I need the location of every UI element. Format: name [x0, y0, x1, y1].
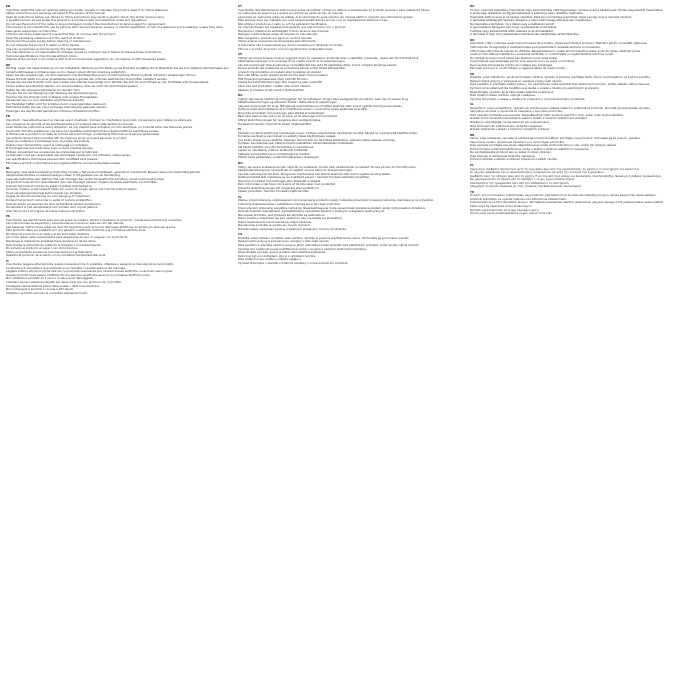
- section-heading: HR: [470, 132, 475, 137]
- paragraph-line: Izdelek odstranite v skladu z lokalnimi okoljskimi predpisi.: [470, 127, 550, 132]
- paragraph-line: Este producto debe ser instalado por una persona cualificada conforme a la normativa eléctrica local.: [6, 228, 147, 233]
- paragraph-line: Leia todas as instruções antes de utilizar. O incumprimento pode resultar em choque elétrico, incêndio e/ou ferimentos graves.: [238, 14, 414, 19]
- paragraph-line: Fontos: a termék telepítése, használata vagy karbantartása előtt figyelmesen olvassa el ezt a kézikönyvet. Őrizze meg későbbi használatra.: [470, 7, 664, 12]
- paragraph-line: Technische Daten können ohne vorherige Ankündigung geändert werden.: [6, 105, 108, 110]
- paragraph-line: Instrukcje bezpieczeństwa i ostrzeżenia znajdują się w tej części instrukcji.: [238, 201, 341, 206]
- paragraph-line: Las instrucciones de seguridad y advertencias se indican en esta sección del manual.: [6, 221, 125, 226]
- paragraph-line: Dispose of the product in accordance with local environmental regulations. Do not dispose of with household waste.: [6, 57, 166, 62]
- paragraph-line: Verwenden Sie das Produkt nicht, wenn Kabel oder Stecker beschädigt sind. Wenden Sie sich für einen Ersatz an den Hersteller oder Kundendienst.: [6, 80, 210, 85]
- language-section: [470, 164, 694, 189]
- paragraph-line: Belangrijk: lees deze handleiding zorgvuldig voordat u het product installeert, gebruikt of onderhoudt. Bewaar deze voor toekomstig gebruik.: [6, 169, 201, 174]
- paragraph-line: Produkt powinien zainstalować wykwalifikowany specjalista zgodnie z lokalnymi przepisami elektrycznymi.: [238, 209, 386, 214]
- paragraph-line: Sicherheitshinweise und Warnungen sind in diesem Abschnitt der Anleitung aufgeführt.: [6, 69, 127, 74]
- paragraph-line: Read all instructions before use. Failure to follow instructions may result in electric shock, fire and/or serious injury.: [6, 14, 165, 19]
- paragraph-line: Dette produkt skal installeres af en kvalificeret person i henhold til lokale elektriske forskrifter.: [238, 107, 369, 112]
- paragraph-line: Koppel de stroomvoorziening los vóór reiniging of onderhoud.: [6, 194, 91, 199]
- paragraph-line: Prije uporabe pročitajte sve upute. Nepridržavanje može uzrokovati strujni udar, požar i/ili ozbiljne ozljede.: [470, 143, 617, 148]
- text-column-3: [470, 4, 694, 696]
- paragraph-line: Elimine o produto de acordo com os regulamentos ambientais locais.: [238, 46, 334, 51]
- paragraph-line: Kinder sollten beaufsichtigt werden, um sicherzustellen, dass sie nicht mit dem Produkt spielen.: [6, 84, 139, 89]
- section-heading: NL: [6, 166, 11, 171]
- paragraph-line: A terméket a helyi környezetvédelmi előírásoknak megfelelően ártalmatlanítsa.: [470, 32, 580, 37]
- language-section: [238, 53, 462, 92]
- paragraph-line: Važno: prije instalacije, uporabe ili održavanja proizvoda pažljivo pročitajte ovaj priručnik. Sačuvajte ga za buduću uporabu.: [470, 136, 641, 141]
- paragraph-line: Οι οδηγίες ασφαλείας και οι προειδοποιήσεις αναφέρονται σε αυτή την ενότητα του εγχειριδίου.: [470, 170, 605, 175]
- language-section: [470, 191, 694, 216]
- paragraph-line: Dzieci powinny znajdować się pod nadzorem, aby nie bawiły się produktem.: [238, 216, 343, 221]
- paragraph-line: Turvallisuusohjeet ja varoitukset on esitetty tässä käyttöohjeen osassa.: [238, 134, 337, 139]
- paragraph-line: A terméket szakképzett személy telepítse a helyi villamossági előírásoknak megfelelően.: [470, 18, 593, 23]
- paragraph-line: Výrobek zlikvidujte v souladu s místními předpisy o ochraně životního prostředí.: [238, 260, 349, 265]
- paragraph-line: Σημαντικό: διαβάστε προσεκτικά αυτό το εγχειρίδιο πριν από την εγκατάσταση, τη χρήση ή τη συντήρηση του προϊόντος.: [470, 166, 641, 171]
- paragraph-line: Kinderen moeten onder toezicht staan om ervoor te zorgen dat ze niet met het product spelen.: [6, 187, 138, 192]
- paragraph-line: Tauchen Sie das Produkt nicht in Wasser oder andere Flüssigkeiten.: [6, 94, 99, 99]
- paragraph-line: Pred uporabo preberite vsa navodila. Neupoštevanje lahko povzroči električni udar, požar in/ali hude poškodbe.: [470, 112, 624, 117]
- section-heading: SV: [238, 52, 243, 57]
- paragraph-line: Technical specifications may change without notice.: [6, 53, 78, 58]
- paragraph-line: Trennen Sie vor der Reinigung oder Wartung die Stromversorgung.: [6, 91, 98, 96]
- section-heading: CS: [238, 232, 243, 237]
- paragraph-line: Non immergere il prodotto in acqua o altri liquidi.: [6, 287, 75, 292]
- paragraph-line: Safety instructions and warnings are listed in this section of the manual.: [6, 11, 106, 16]
- paragraph-line: Varnostna navodila in opozorila so navedena v tem delu priročnika.: [470, 109, 563, 114]
- section-heading: HU: [470, 4, 475, 8]
- paragraph-line: Utilize apenas acessórios recomendados pelo fabricante.: [238, 39, 317, 44]
- section-heading: DE: [6, 62, 11, 67]
- section-heading: IT: [6, 258, 9, 263]
- paragraph-line: Barn må holdes under tilsyn for å sikre at de ikke leker med produktet.: [238, 182, 336, 187]
- paragraph-line: Les enfants doivent être surveillés afin de s'assurer qu'ils ne jouent pas avec le produit.: [6, 135, 127, 140]
- paragraph-line: Před čištěním nebo údržbou odpojte napájení.: [238, 257, 302, 262]
- paragraph-line: Sikkerhedsanvisninger og advarsler findes i dette afsnit af vejledningen.: [238, 100, 338, 105]
- paragraph-line: Säkerhetsanvisningar och varningar finns i detta avsnitt av bruksanvisningen.: [238, 59, 346, 64]
- section-heading: PL: [238, 194, 242, 199]
- paragraph-line: N'utilisez pas le produit si le câble ou la fiche est endommagé. Contactez le fabricant ou le service après-vente.: [6, 132, 160, 137]
- paragraph-line: Przed użyciem przeczytaj wszystkie instrukcje. Nieprzestrzeganie może spowodować porażenie prądem, pożar i/lub poważne obrażenia.: [238, 205, 426, 210]
- paragraph-line: Bortskaf produktet i henhold til lokale miljøforskrifter.: [238, 121, 312, 126]
- paragraph-line: Mantenga el material de embalaje fuera del alcance de los niños.: [6, 239, 97, 243]
- language-section: [470, 134, 694, 162]
- paragraph-line: Houd verpakkingsmateriaal buiten bereik van kinderen.: [6, 190, 83, 195]
- paragraph-line: Sigurnosne upute i upozorenja navedeni su u ovom dijelu priručnika.: [470, 139, 565, 144]
- section-heading: FR: [6, 114, 10, 119]
- paragraph-line: Kullanmadan önce tüm talimatları okuyun. Talimatlara uyulmaması elektrik çarpmasına, yangına ve/veya ciddi yaralanmalara neden olabilir.: [470, 200, 664, 205]
- paragraph-line: Kablo veya fiş hasarlıysa ürünü kullanmayın.: [470, 203, 532, 208]
- paragraph-line: Koppla bort strömförsörjningen före rengöring eller underhåll.: [238, 80, 323, 85]
- paragraph-line: Verwenden Sie nur vom Hersteller empfohlenes Zubehör.: [6, 98, 85, 103]
- paragraph-line: Instrucțiunile de siguranță și avertismentele sunt prezentate în această secțiune a manualului.: [470, 45, 601, 50]
- paragraph-line: Børn skal være under opsyn for at sikre, at de ikke leger med produktet.: [238, 114, 338, 119]
- paragraph-line: Izdelek mora namestiti usposobljena oseba v skladu z lokalnimi električnimi predpisi.: [470, 116, 588, 121]
- paragraph-line: De fabrikant is niet aansprakelijk voor schade door onjuist gebruik.: [6, 205, 99, 210]
- paragraph-line: A qualified person should install this product in accordance with local electrical codes and regulations.: [6, 18, 148, 23]
- language-section: [6, 167, 230, 213]
- paragraph-line: Vigtigt: læs denne vejledning omhyggeligt, før du installerer, bruger eller vedligeholder produktet. Gem den til senere brug.: [238, 96, 409, 101]
- paragraph-line: Nepoužívejte výrobek, pokud je kabel nebo zástrčka poškozená.: [238, 250, 327, 255]
- section-heading: DA: [238, 93, 243, 98]
- language-section: [470, 73, 694, 101]
- paragraph-line: O fabricante não é responsável por danos causados por utilização incorreta.: [238, 43, 343, 48]
- language-section: [470, 39, 694, 71]
- paragraph-line: Important: citiți cu atenție acest manual înainte de a instala, utiliza sau întreține produsul. Păstrați-l pentru consultări ulterioare.: [470, 41, 648, 46]
- paragraph-line: Los niños deben estar supervisados para asegurarse de que no jueguen con el producto.: [6, 235, 129, 240]
- paragraph-line: Hävitä tuote paikallisten ympäristömääräysten mukaisesti.: [238, 155, 320, 160]
- paragraph-line: Läs alla anvisningar före användning. Underlåtenhet kan leda till elektriska stötar, brand och/eller allvarliga skador.: [238, 62, 398, 67]
- paragraph-line: Viktig: les denne bruksanvisningen nøye før du installerer, bruker eller vedlikeholder produktet. Ta vare på den for fremtidig bruk.: [238, 164, 417, 169]
- paragraph-line: Entsorgen Sie das Produkt gemäß den örtlichen Umweltvorschriften.: [6, 108, 101, 113]
- language-section: [238, 162, 462, 194]
- paragraph-line: Tuotteen saa asentaa vain pätevä henkilö paikallisten sähkömääräysten mukaisesti.: [238, 141, 354, 146]
- paragraph-line: Viktigt: läs denna bruksanvisning noggrant innan du installerar, använder eller underhåller produkten. Spara den för framtida bruk.: [238, 55, 420, 60]
- paragraph-line: Διαβάστε όλες τις οδηγίες πριν από τη χρήση. Η μη τήρησή τους μπορεί να προκαλέσει ηλεκτροπληξία, πυρκαγιά ή σοβαρό τραυματισμό.: [470, 173, 662, 178]
- paragraph-line: Important : lisez attentivement ce manuel avant d'installer, d'utiliser ou d'entretenir le produit. Conservez-le pour référence ultérieure.: [6, 117, 193, 122]
- language-section: [6, 5, 230, 62]
- paragraph-line: Před použitím si přečtěte všechny pokyny. Jejich nedodržení může způsobit úraz elektrickým proudem, požár a/nebo vážné zranění.: [238, 243, 420, 247]
- section-heading: EL: [470, 162, 474, 167]
- paragraph-line: Læs alle anvisninger før brug. Manglende overholdelse kan medføre elektrisk stød, brand og/eller alvorlig personskade.: [238, 103, 403, 108]
- paragraph-line: Güvenlik talimatları ve uyarılar kılavuzun bu bölümünde listelenmiştir.: [470, 196, 567, 201]
- paragraph-line: Der Hersteller haftet nicht für Schäden durch unsachgemäßen Gebrauch.: [6, 101, 108, 106]
- paragraph-line: Koble fra strømforsyningen før rengjøring eller vedlikehold.: [238, 185, 320, 190]
- language-section: [238, 128, 462, 160]
- paragraph-line: Temizlik veya bakımdan önce güç kaynağını ayırın.: [470, 207, 540, 212]
- paragraph-line: Výrobek smí instalovat pouze kvalifikovaná osoba v souladu s místními elektrickými předpisy.: [238, 246, 367, 251]
- paragraph-line: Copiii trebuie supravegheați pentru a se asigura că nu se joacă cu produsul.: [470, 59, 575, 64]
- text-column-2: [238, 4, 462, 696]
- paragraph-line: Prije čišćenja ili održavanja isključite napajanje.: [470, 153, 536, 158]
- paragraph-line: Pred čistením alebo údržbou odpojte napájanie.: [470, 93, 536, 98]
- paragraph-line: Veiligheidsinstructies en waarschuwingen staan in dit gedeelte van de handleiding.: [6, 173, 121, 178]
- language-section: [238, 196, 462, 231]
- paragraph-line: Éliminez le produit conformément aux réglementations environnementales locales.: [6, 160, 121, 165]
- paragraph-line: Le fabricant n'est pas responsable des dommages causés par une utilisation inappropriée.: [6, 153, 131, 158]
- paragraph-line: Ne upotrebljavajte proizvod ako su kabel ili utikač oštećeni.: [470, 150, 552, 155]
- paragraph-line: Não utilize o produto se o cabo ou a ficha estiverem danificados.: [238, 21, 328, 26]
- section-heading: SK: [470, 71, 475, 76]
- paragraph-line: Utilisez uniquement les accessoires recommandés par le fabricant.: [6, 149, 99, 154]
- paragraph-line: Önemli: ürünü kurmadan, kullanmadan veya bakımını yapmadan önce bu kılavuzu dikkatlice okuyun. İleride başvurmak üzere saklayın.: [470, 193, 657, 198]
- paragraph-line: Deconectați alimentarea înainte de curățare sau întreținere.: [470, 62, 553, 67]
- paragraph-line: Halten Sie das Verpackungsmaterial von Kindern fern.: [6, 87, 81, 92]
- paragraph-line: N'immergez pas le produit dans l'eau ou dans d'autres liquides.: [6, 146, 94, 151]
- language-section: [470, 5, 694, 37]
- paragraph-line: Ne használja a terméket, ha a kábel vagy a csatlakozó sérült.: [470, 21, 555, 26]
- section-heading: PT: [238, 4, 242, 8]
- paragraph-line: Dit product moet worden geïnstalleerd door een bevoegd persoon volgens de lokale elektrische voorschriften.: [6, 180, 158, 185]
- paragraph-line: Ürünü yerel çevre yönetmeliklerine uygun olarak imha edin.: [470, 211, 553, 216]
- paragraph-line: Wichtig: Lesen Sie diese Anleitung vor der Installation, Bedienung oder Wartung des Produkts sorgfältig durch. Bewahren Sie sie zum späteren Nachschlagen auf.: [6, 66, 229, 71]
- paragraph-line: The manufacturer is not responsible for damage caused by improper use or failure to observe these instructions.: [6, 50, 162, 55]
- paragraph-line: Pred použitím si prečítajte všetky pokyny. Ich nedodržanie môže spôsobiť úraz elektrickým prúdom, požiar a/alebo vážne zranenie.: [470, 82, 651, 87]
- paragraph-line: Dompel het product niet onder in water of andere vloeistoffen.: [6, 197, 93, 202]
- paragraph-line: Lesen Sie alle Anweisungen vor dem Gebrauch. Die Nichtbeachtung kann zu Stromschlag, Brand und/oder schweren Verletzungen führen.: [6, 73, 197, 78]
- paragraph-line: Acest produs trebuie instalat de o persoană calificată, în conformitate cu reglementările electrice locale.: [470, 52, 614, 57]
- paragraph-line: Use only accessories recommended by the manufacturer.: [6, 46, 86, 51]
- paragraph-line: Ce produit doit être installé par une personne qualifiée conformément aux réglementations électriques locales.: [6, 128, 160, 133]
- paragraph-line: Gebruik het product niet als de kabel of stekker beschadigd is.: [6, 183, 93, 188]
- paragraph-line: Importante: lea atentamente este manual antes de instalar, utilizar o mantener el producto. Consérvelo para futuras consultas.: [6, 217, 183, 222]
- language-section: [6, 215, 230, 258]
- text-column-1: [6, 4, 230, 696]
- paragraph-line: Eliminați produsul în conformitate cu reglementările de mediu locale.: [470, 66, 566, 71]
- paragraph-line: Proizvod zbrinite u skladu s lokalnim propisima o zaštiti okoliša.: [470, 157, 558, 162]
- paragraph-line: Lea todas las instrucciones antes de usar. No seguirlas puede provocar descargas eléctricas, incendios y/o lesiones graves.: [6, 224, 177, 229]
- paragraph-line: Produkt należy utylizować zgodnie z lokalnymi przepisami ochrony środowiska.: [238, 226, 347, 231]
- paragraph-line: Przed czyszczeniem lub konserwacją odłącz zasilanie.: [238, 219, 312, 224]
- paragraph-line: Scollegare l'alimentazione prima della pulizia o della manutenzione.: [6, 283, 100, 288]
- paragraph-line: Lisez toutes les instructions avant utilisation. Le non-respect peut entraîner un choc électrique, un incendie et/ou des blessures graves.: [6, 125, 193, 130]
- language-section: [470, 103, 694, 131]
- paragraph-line: Mantenha o material de embalagem fora do alcance das crianças.: [238, 28, 330, 33]
- paragraph-line: Importante: leia atentamente este manual antes de instalar, utilizar ou efetuar a manutenção do produto. Guarde-o para referência futura.: [238, 7, 431, 12]
- paragraph-line: Nie używaj produktu, jeśli przewód lub wtyczka są uszkodzone.: [238, 212, 325, 217]
- paragraph-line: Tenez les matériaux d'emballage hors de portée des enfants.: [6, 139, 91, 144]
- language-section: [6, 115, 230, 165]
- section-heading: RO: [470, 37, 475, 42]
- paragraph-line: As instruções de segurança e avisos encontram-se nesta secção do manual.: [238, 11, 344, 16]
- paragraph-line: Importante: leggere attentamente questo manuale prima di installare, utilizzare o eseguire la manutenzione del prodotto.: [6, 262, 175, 267]
- paragraph-line: Använd inte produkten om kabeln eller kontakten är skadad.: [238, 69, 322, 74]
- paragraph-line: Děti musí být pod dohledem, aby si s výrobkem nehrály.: [238, 253, 316, 258]
- paragraph-line: Nu utilizați produsul dacă cablul sau ștecherul sunt deteriorate.: [470, 55, 558, 60]
- paragraph-line: Sänk inte ned produkten i vatten eller andra vätskor.: [238, 84, 311, 89]
- paragraph-line: Voer het product af volgens de lokale milieuvoorschriften.: [6, 208, 86, 213]
- paragraph-line: Használat előtt olvassa el az összes utasítást. Ezek be nem tartása áramütést, tüzet és/vagy súlyos sérülést okozhat.: [470, 14, 632, 19]
- paragraph-line: Důležité: před instalací, použitím nebo údržbou výrobku si pozorně přečtěte tento návod. Uschovejte jej pro budoucí použití.: [238, 235, 410, 240]
- paragraph-line: Lue kaikki ohjeet ennen käyttöä. Ohjeiden laiminlyönti voi aiheuttaa sähköiskun, tulipalon ja/tai vakavan vamman.: [238, 137, 396, 142]
- paragraph-line: A gyermekekre felügyelni kell, hogy ne játsszanak a termékkel.: [470, 25, 558, 30]
- paragraph-line: Απορρίψτε το προϊόν σύμφωνα με τους τοπικούς περιβαλλοντικούς κανονισμούς.: [470, 184, 583, 189]
- section-heading: ES: [6, 214, 10, 219]
- paragraph-line: Nie zanurzaj produktu w wodzie ani innych cieczach.: [238, 223, 311, 228]
- paragraph-line: Deseche el producto de acuerdo con la normativa medioambiental local.: [6, 253, 107, 258]
- paragraph-line: Non utilizzare il prodotto se il cavo o la spina sono danneggiati.: [6, 276, 94, 281]
- paragraph-line: Dette produktet skal installeres av en kvalifisert person i henhold til lokale elektriske forskrifter.: [238, 175, 370, 180]
- paragraph-line: Αποσυνδέστε την τροφοδοσία πριν από τον καθαρισμό ή τη συντήρηση.: [470, 180, 570, 185]
- paragraph-line: Citiți toate instrucțiunile înainte de utilizare. Nerespectarea lor poate provoca electrocutare, incendiu și/sau vătămări grave.: [470, 48, 642, 53]
- paragraph-line: Smaltire il prodotto secondo le normative ambientali locali.: [6, 290, 88, 295]
- paragraph-line: Le istruzioni di sicurezza e le avvertenze sono riportate in questa sezione del manuale.: [6, 265, 126, 270]
- section-heading: EN: [6, 4, 11, 8]
- paragraph-line: Leggere tutte le istruzioni prima dell'uso. La mancata osservanza può causare scosse elettriche, incendi e/o lesioni gravi.: [6, 269, 174, 274]
- paragraph-line: Sikkerhetsinstruksjoner og advarsler er oppført i denne delen av bruksanvisningen.: [238, 168, 353, 173]
- paragraph-line: Este produto deve ser instalado por uma pessoa qualificada de acordo com os regulamentos elétricos locais.: [238, 18, 389, 23]
- paragraph-line: Izdelka ne uporabljajte, če sta kabel ali vtič poškodovana.: [470, 119, 550, 124]
- paragraph-line: Do not immerse the product in water or other liquids.: [6, 43, 80, 48]
- language-section: [238, 5, 462, 51]
- paragraph-line: Μη χρησιμοποιείτε το προϊόν εάν το καλώδιο ή το φις έχουν υποστεί ζημιά.: [470, 177, 575, 182]
- paragraph-line: Questo prodotto deve essere installato da una persona qualificata secondo le normative elettriche locali.: [6, 272, 151, 277]
- paragraph-line: Lees alle instructies vóór gebruik. Het niet opvolgen kan leiden tot elektrische schokken, brand en/of ernstig letsel.: [6, 176, 165, 181]
- language-section: [238, 233, 462, 265]
- paragraph-line: Bezpečnostné pokyny a varovania sú uvedené v tejto časti návodu.: [470, 78, 563, 83]
- paragraph-line: Não mergulhe o produto em água ou noutros líquidos.: [238, 35, 313, 40]
- paragraph-line: Tisztítás vagy karbantartás előtt válassza le az áramellátást.: [470, 28, 554, 33]
- paragraph-line: Kasser produktet i henhold til lokale miljøforskrifter.: [238, 189, 310, 194]
- paragraph-line: Desconecte la alimentación antes de la limpieza o el mantenimiento.: [6, 242, 102, 247]
- paragraph-line: No sumerja el producto en agua ni en otros líquidos.: [6, 246, 79, 251]
- paragraph-line: Älä käytä tuotetta, jos johto tai pistoke on vaurioitunut.: [238, 144, 315, 149]
- paragraph-line: Les consignes de sécurité et les avertissements sont indiqués dans cette section du manuel.: [6, 121, 134, 126]
- paragraph-line: Keep the packaging material out of the reach of children.: [6, 35, 85, 40]
- paragraph-line: No utilice el producto si el cable o el enchufe están dañados.: [6, 231, 90, 236]
- language-section: [238, 94, 462, 126]
- paragraph-line: Proizvod treba instalirati kvalificirana osoba u skladu s lokalnim električnim propisima.: [470, 146, 590, 151]
- paragraph-line: Katkaise virransyöttö ennen puhdistusta tai huoltoa.: [238, 151, 311, 156]
- paragraph-line: Children should be supervised to ensure that they do not play with the product.: [6, 32, 116, 37]
- paragraph-line: Utilice únicamente accesorios recomendados por el fabricante.: [6, 249, 93, 254]
- section-heading: FI: [238, 127, 241, 132]
- paragraph-line: As crianças devem ser vigiadas para garantir que não brincam com o produto.: [238, 25, 347, 30]
- paragraph-line: Håll förpackningsmaterialet utom räckhåll för barn.: [238, 76, 309, 81]
- section-heading: TR: [470, 189, 474, 194]
- paragraph-line: Pred čiščenjem ali vzdrževanjem izklopite napajanje.: [470, 123, 543, 128]
- paragraph-line: Dieses Produkt sollte von einer qualifizierten Person gemäß den örtlichen elektrischen Vorschriften installiert werden.: [6, 76, 168, 81]
- paragraph-line: Disconnect the power supply before cleaning or maintenance.: [6, 39, 92, 44]
- paragraph-line: Tärkeää: lue tämä käyttöohje huolellisesti ennen tuotteen asentamista, käyttöä tai huoltoa. Säilytä se myöhempää käyttöä varten.: [238, 130, 419, 135]
- paragraph-line: Do not use the product if the cable or plug is damaged. Contact the manufacturer or service agent for replacement.: [6, 21, 166, 26]
- paragraph-line: Afbryd strømforsyningen før rengøring eller vedligeholdelse.: [238, 117, 322, 122]
- paragraph-line: Bezpečnostní pokyny a varování jsou uvedeny v této části návodu.: [238, 239, 330, 244]
- language-section: [6, 64, 230, 114]
- paragraph-line: Výrobok smie inštalovať iba kvalifikovaná osoba v súlade s miestnymi elektrickými predpismi.: [470, 86, 600, 91]
- language-section: [6, 260, 230, 295]
- paragraph-line: This product is not intended for use by persons with reduced physical, sensory or mental capabilities, or lack of experience and knowledge, unless they have been given supervision or instruction.: [6, 25, 223, 33]
- paragraph-line: I bambini devono essere sorvegliati per assicurarsi che non giochino con il prodotto.: [6, 280, 123, 285]
- paragraph-line: Denna produkt ska installeras av en behörig person enligt lokala elföreskrifter.: [238, 66, 347, 71]
- paragraph-line: Dôležité: pred inštaláciou, používaním alebo údržbou výrobku si pozorne prečítajte tento návod. Uschovajte ho na budúce použitie.: [470, 75, 651, 80]
- paragraph-line: Les spécifications techniques peuvent être modifiées sans préavis.: [6, 156, 99, 161]
- paragraph-line: Gebruik alleen accessoires die door de fabrikant worden aanbevolen.: [6, 201, 102, 206]
- paragraph-line: Les alle instruksjoner før bruk. Manglende overholdelse kan føre til elektrisk støt, brann og/eller alvorlig skade.: [238, 171, 391, 176]
- paragraph-line: Výrobok zlikvidujte v súlade s miestnymi predpismi o ochrane životného prostredia.: [470, 96, 586, 101]
- paragraph-line: Kassera produkten enligt lokala miljöföreskrifter.: [238, 87, 305, 92]
- section-heading: NO: [238, 160, 243, 165]
- paragraph-line: Débranchez l'alimentation avant le nettoyage ou l'entretien.: [6, 142, 90, 147]
- paragraph-line: Brug ikke produktet, hvis ledningen eller stikket er beskadiget.: [238, 110, 325, 115]
- paragraph-line: Barn ska hållas under uppsikt så att de inte leker med produkten.: [238, 73, 329, 78]
- paragraph-line: Nepoužívajte výrobok, ak je kábel alebo zástrčka poškodená.: [470, 89, 554, 94]
- paragraph-line: Pomembno: pred namestitvijo, uporabo ali vzdrževanjem izdelka natančno preberite ta priročnik. Shranite ga za poznejšo uporabo.: [470, 105, 651, 110]
- section-heading: SL: [470, 102, 474, 107]
- paragraph-line: Ikke bruk produktet hvis ledningen eller støpselet er skadet.: [238, 178, 321, 183]
- paragraph-line: Desligue a alimentação antes da limpeza ou manutenção.: [238, 32, 319, 37]
- paragraph-line: Ważne: przed instalacją, użytkowaniem lub konserwacją produktu należy dokładnie przeczytać niniejszą instrukcję. Zachowaj ją na przyszłość.: [238, 198, 435, 203]
- paragraph-line: A biztonsági utasítások és figyelmeztetések a kézikönyv ezen részében találhatók.: [470, 11, 584, 16]
- paragraph-line: Lapsia on valvottava, jotta he eivät leiki tuotteella.: [238, 148, 309, 153]
- paragraph-line: Important: Read this manual carefully before you install, operate or maintain the product. Keep it for future reference.: [6, 7, 169, 12]
